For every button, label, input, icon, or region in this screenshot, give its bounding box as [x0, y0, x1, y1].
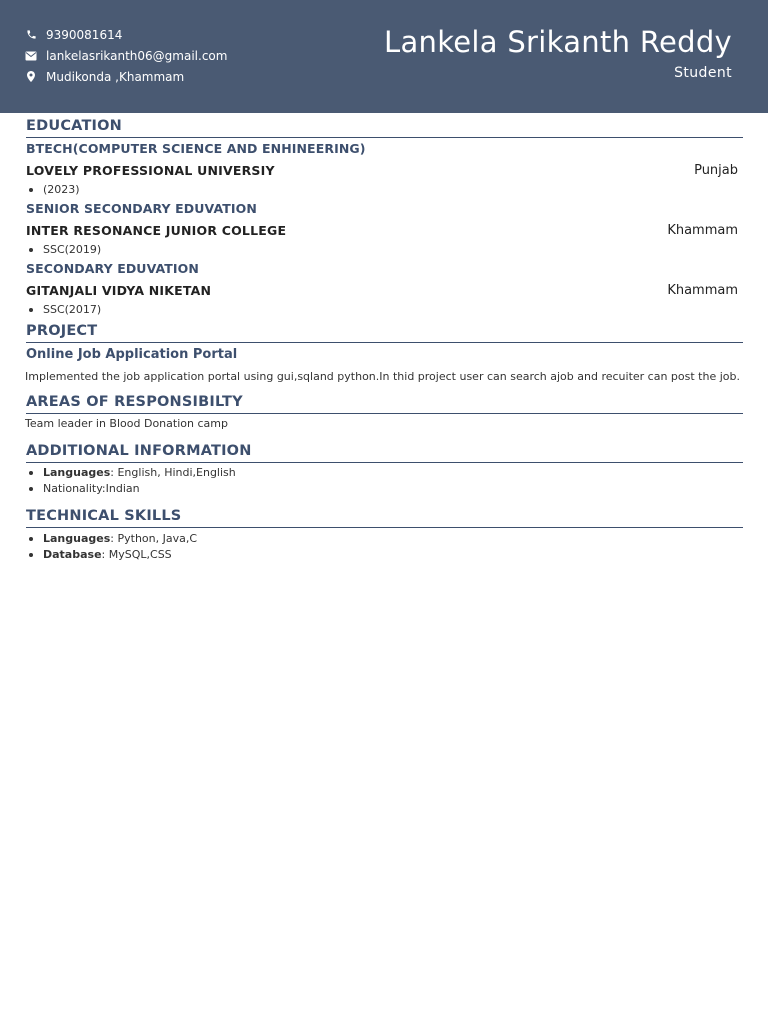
education-detail: (2023): [26, 182, 743, 198]
contact-info: [25, 24, 227, 87]
project-name: Online Job Application Portal: [26, 347, 238, 362]
skills-languages: [26, 531, 743, 547]
institution-location: Khammam: [667, 223, 738, 238]
responsibility-text: Team leader in Blood Donation camp: [25, 417, 228, 430]
envelope-icon: [25, 50, 37, 62]
institution-name: GITANJALI VIDYA NIKETAN: [26, 283, 212, 298]
address-row: [25, 66, 227, 87]
candidate-name: Lankela Srikanth Reddy: [383, 25, 732, 59]
institution-name: LOVELY PROFESSIONAL UNIVERSIY: [26, 163, 275, 178]
additional-languages: [26, 465, 743, 481]
address-text: Mudikonda ,Khammam: [46, 69, 185, 84]
languages-value: : English, Hindi,English: [110, 466, 236, 479]
skills-database-value: : MySQL,CSS: [101, 548, 172, 561]
project-description: Implemented the job application portal using gui,sqland python.In thid project user can search ajob and recuiter can post the job.: [25, 370, 740, 383]
skills-database: [26, 547, 743, 563]
degree-title: BTECH(COMPUTER SCIENCE AND ENHINEERING): [26, 141, 366, 156]
phone-row: [25, 24, 227, 45]
institution-location: Punjab: [694, 163, 738, 178]
additional-nationality: Nationality:Indian: [26, 481, 743, 497]
skills-database-label: Database: [43, 548, 102, 561]
languages-label: Languages: [43, 466, 111, 479]
education-detail: SSC(2019): [26, 242, 743, 258]
education-entry: [26, 138, 743, 198]
institution-name: INTER RESONANCE JUNIOR COLLEGE: [26, 223, 287, 238]
candidate-role: Student: [674, 65, 732, 81]
education-entry: [26, 198, 743, 258]
education-heading: EDUCATION: [26, 117, 743, 138]
phone-text: 9390081614: [46, 27, 123, 42]
email-row: [25, 45, 227, 66]
email-text: lankelasrikanth06@gmail.com: [46, 48, 228, 63]
institution-location: Khammam: [667, 283, 738, 298]
additional-heading: ADDITIONAL INFORMATION: [26, 442, 743, 463]
skills-heading: TECHNICAL SKILLS: [26, 507, 743, 528]
resume-header: [0, 0, 768, 113]
skills-languages-label: Languages: [43, 532, 111, 545]
degree-title: SENIOR SECONDARY EDUVATION: [26, 201, 257, 216]
education-detail: SSC(2017): [26, 302, 743, 318]
name-block: [384, 22, 732, 81]
education-entry: [26, 258, 743, 318]
responsibility-heading: AREAS OF RESPONSIBILTY: [26, 393, 743, 414]
phone-icon: [25, 29, 37, 41]
map-marker-icon: [25, 71, 37, 83]
skills-languages-value: : Python, Java,C: [110, 532, 198, 545]
resume-body: [26, 117, 743, 563]
project-heading: PROJECT: [26, 322, 743, 343]
degree-title: SECONDARY EDUVATION: [26, 261, 199, 276]
